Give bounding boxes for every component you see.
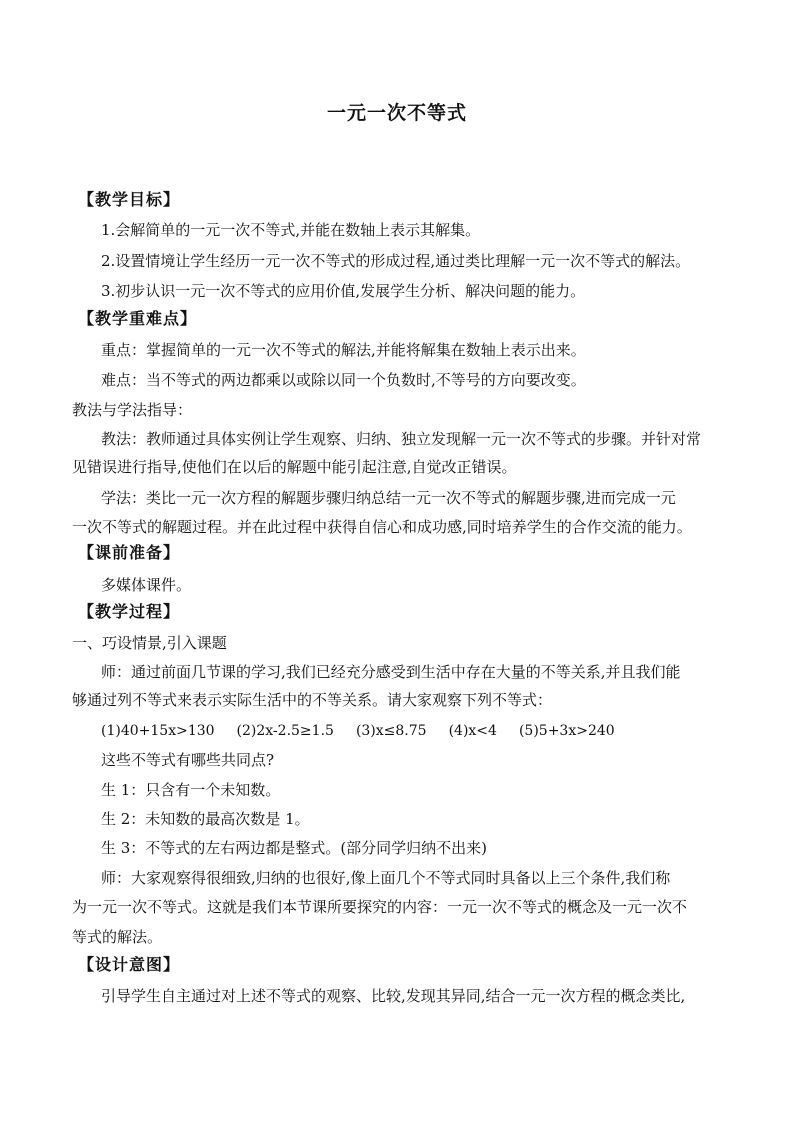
key-points-heading: 【教学重难点】 bbox=[78, 309, 198, 328]
inequality-5: (5)5+3x>240 bbox=[518, 723, 615, 739]
student-answer-3: 生 3：不等式的左右两边都是整式。(部分同学归纳不出来) bbox=[101, 839, 488, 857]
student-answer-2: 生 2：未知数的最高次数是 1。 bbox=[101, 810, 310, 828]
teaching-method-line-2: 见错误进行指导,使他们在以后的解题中能引起注意,自觉改正错误。 bbox=[72, 458, 517, 476]
learning-method-line-2: 一次不等式的解题过程。并在此过程中获得自信心和成功感,同时培养学生的合作交流的能力。 bbox=[72, 518, 692, 536]
design-heading: 【设计意图】 bbox=[78, 955, 181, 974]
inequality-1: (1)40+15x>130 bbox=[101, 723, 215, 739]
learning-method-line-1: 学法：类比一元一次方程的解题步骤归纳总结一元一次不等式的解题步骤,进而完成一元 bbox=[101, 489, 676, 507]
teacher-line-2c: 等式的解法。 bbox=[72, 928, 163, 946]
teacher-line-1a: 师：通过前面几节课的学习,我们已经充分感受到生活中存在大量的不等关系,并且我们能 bbox=[101, 663, 681, 681]
teacher-line-1b: 够通过列不等式来表示实际生活中的不等关系。请大家观察下列不等式： bbox=[72, 691, 553, 709]
process-subheading: 一、巧设情景,引入课题 bbox=[72, 634, 227, 652]
question-line: 这些不等式有哪些共同点? bbox=[101, 751, 275, 769]
prep-text: 多媒体课件。 bbox=[101, 576, 192, 594]
student-answer-1: 生 1：只含有一个未知数。 bbox=[101, 781, 281, 799]
process-heading: 【教学过程】 bbox=[78, 602, 181, 621]
teacher-line-2b: 为一元一次不等式。这就是我们本节课所要探究的内容：一元一次不等式的概念及一元一次不 bbox=[72, 898, 688, 916]
goal-item-2: 2.设置情境让学生经历一元一次不等式的形成过程,通过类比理解一元一次不等式的解法。 bbox=[101, 252, 691, 270]
inequality-2: (2)2x-2.5≥1.5 bbox=[236, 723, 334, 739]
teacher-line-2a: 师：大家观察得很细致,归纳的也很好,像上面几个不等式同时具备以上三个条件,我们称 bbox=[101, 869, 671, 887]
method-heading: 教法与学法指导： bbox=[72, 401, 193, 419]
inequality-4: (4)x<4 bbox=[448, 723, 497, 739]
teaching-method-line-1: 教法：教师通过具体实例让学生观察、归纳、独立发现解一元一次不等式的步骤。并针对常 bbox=[101, 430, 702, 448]
prep-heading: 【课前准备】 bbox=[78, 543, 181, 562]
goal-item-3: 3.初步认识一元一次不等式的应用价值,发展学生分析、解决问题的能力。 bbox=[101, 282, 586, 300]
goals-heading: 【教学目标】 bbox=[78, 190, 181, 209]
page-title: 一元一次不等式 bbox=[326, 102, 467, 124]
goal-item-1: 1.会解简单的一元一次不等式,并能在数轴上表示其解集。 bbox=[101, 221, 481, 239]
inequality-list bbox=[101, 720, 731, 741]
key-point: 重点：掌握简单的一元一次不等式的解法,并能将解集在数轴上表示出来。 bbox=[101, 341, 586, 359]
design-text: 引导学生自主通过对上述不等式的观察、比较,发现其异同,结合一元一次方程的概念类比, bbox=[101, 987, 686, 1005]
difficult-point: 难点：当不等式的两边都乘以或除以同一个负数时,不等号的方向要改变。 bbox=[101, 371, 586, 389]
inequality-3: (3)x≤8.75 bbox=[355, 723, 427, 739]
